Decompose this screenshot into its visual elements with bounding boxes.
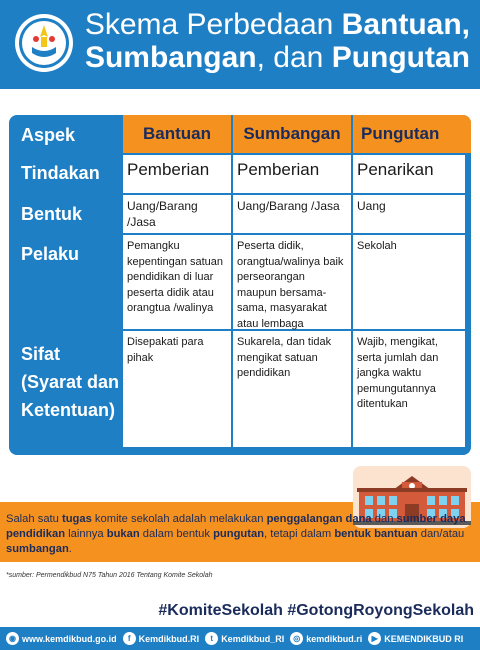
comparison-table: [9, 115, 471, 455]
header-aspect: Aspek: [21, 125, 76, 145]
cell-sifat-pungutan: Wajib, mengikat, serta jumlah dan jangka waktu pemungutannya ditentukan: [353, 331, 465, 447]
footer-website[interactable]: ◉ www.kemdikbud.go.id: [6, 632, 117, 645]
aspect-bentuk: Bentuk: [21, 204, 83, 224]
instagram-icon: ◎: [290, 632, 303, 645]
cell-sifat-sumbangan: Sukarela, dan tidak mengikat satuan pendidikan: [233, 331, 351, 447]
cell-sifat-bantuan: Disepakati para pihak: [123, 331, 231, 447]
cell-tindakan-bantuan: Pemberian: [123, 155, 231, 193]
cell-pelaku-bantuan: Pemangku kepentingan satuan pendidikan di luar peserta didik atau orangtua /walinya: [123, 235, 231, 329]
cell-bentuk-bantuan: Uang/Barang /Jasa: [123, 195, 231, 233]
facebook-icon: f: [123, 632, 136, 645]
footer-bar: [0, 627, 480, 650]
hashtags: #KomiteSekolah #GotongRoyongSekolah: [158, 602, 474, 619]
aspect-pelaku: Pelaku: [21, 244, 80, 264]
footer-youtube[interactable]: ▶ KEMENDIKBUD RI: [368, 632, 463, 645]
twitter-icon: t: [205, 632, 218, 645]
note-text: Salah satu tugas komite sekolah adalah melakukan penggalangan dana dan sumber daya pendidikan lainnya bukan dalam bentuk pungutan, tetapi dalam bentuk bantuan dan/atau sumbangan.: [6, 513, 466, 555]
aspect-sifat: Sifat (Syarat dan Ketentuan): [21, 344, 120, 420]
cell-bentuk-sumbangan: Uang/Barang /Jasa: [233, 195, 351, 233]
footer-twitter[interactable]: t Kemdikbud_RI: [205, 632, 284, 645]
header-banner: [0, 0, 480, 89]
cell-pelaku-pungutan: Sekolah: [353, 235, 465, 329]
globe-icon: ◉: [6, 632, 19, 645]
cell-bentuk-pungutan: Uang: [353, 195, 465, 233]
footer-instagram[interactable]: ◎ kemdikbud.ri: [290, 632, 362, 645]
cell-pelaku-sumbangan: Peserta didik, orangtua/walinya baik perseorangan maupun bersama-sama, masyarakat atau lembaga: [233, 235, 351, 329]
source-note: *sumber: Permendikbud N75 Tahun 2016 Tentang Komite Sekolah: [6, 572, 213, 579]
youtube-icon: ▶: [368, 632, 381, 645]
aspect-tindakan: Tindakan: [21, 163, 100, 183]
header-pungutan: Pungutan: [353, 115, 471, 153]
header-sumbangan: Sumbangan: [233, 115, 351, 153]
cell-tindakan-sumbangan: Pemberian: [233, 155, 351, 193]
page-title: Skema Perbedaan Bantuan, Sumbangan, dan Pungutan: [84, 8, 470, 74]
footer-facebook[interactable]: f Kemdikbud.RI: [123, 632, 200, 645]
header-bantuan: Bantuan: [123, 115, 231, 153]
tut-wuri-handayani-logo-icon: [14, 13, 74, 73]
cell-tindakan-pungutan: Penarikan: [353, 155, 465, 193]
